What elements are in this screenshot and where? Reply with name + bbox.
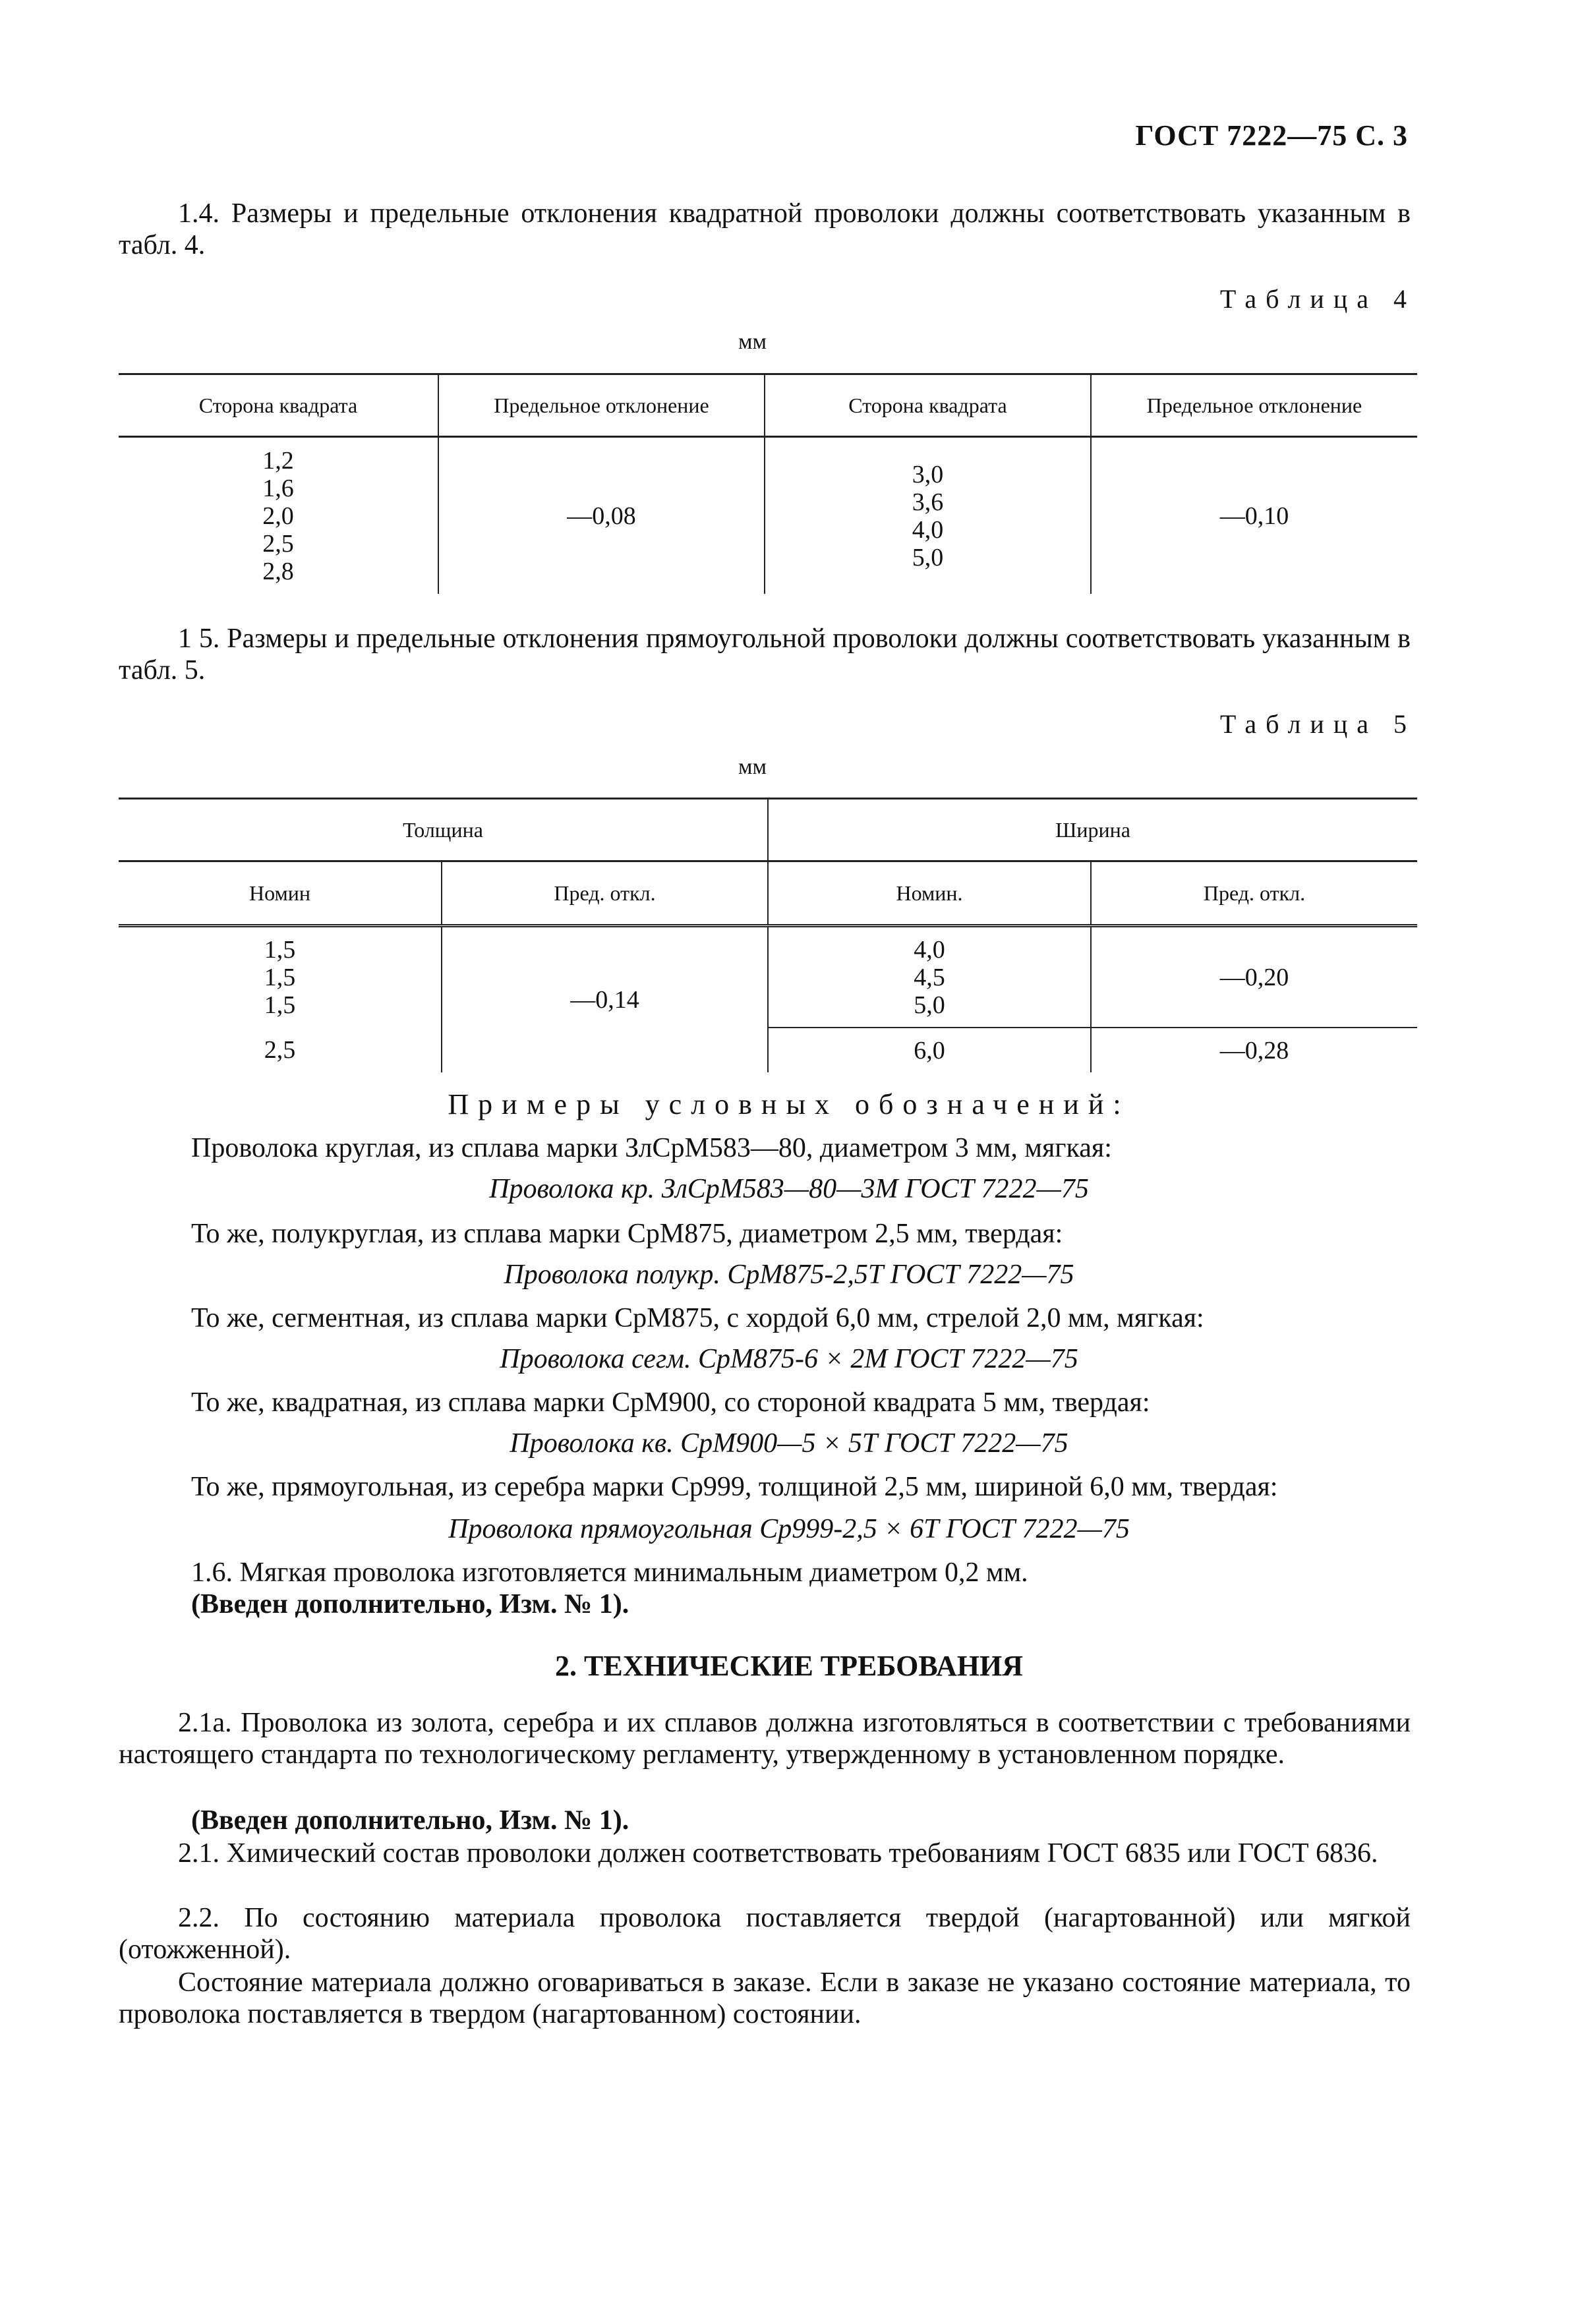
paragraph-1-5: 1 5. Размеры и предельные отклонения прямоугольной проволоки должны соответствовать указанным в табл. 5.: [119, 624, 1411, 685]
table-5-row: [119, 1028, 1417, 1072]
paragraph-2-1: 2.1. Химический состав проволоки должен соответствовать требованиям ГОСТ 6835 или ГОСТ 6836.: [178, 1838, 1378, 1869]
example-text: То же, квадратная, из сплава марки СрМ900, со стороной квадрата 5 мм, твердая:: [191, 1387, 1150, 1418]
table-4-units: мм: [738, 330, 767, 354]
example-code: Проволока кв. СрМ900—5 × 5Т ГОСТ 7222—75: [510, 1428, 1068, 1459]
example-text: То же, прямоугольная, из серебра марки Ср999, толщиной 2,5 мм, шириной 6,0 мм, твердая:: [191, 1472, 1278, 1502]
table-5-cell: 1,5 1,5 1,5: [264, 936, 296, 1019]
table-4-header: Сторона квадрата: [765, 374, 1091, 437]
paragraph-2-2: 2.2. По состоянию материала проволока поставляется твердой (нагартованной) или мягкой (отожженной).: [119, 1903, 1411, 1965]
example-code: Проволока прямоугольная Ср999-2,5 × 6Т ГОСТ 7222—75: [448, 1514, 1130, 1544]
table-5-header: Номин: [119, 861, 442, 926]
table-5-cell: —0,28: [1091, 1028, 1417, 1072]
table-4-header: Предельное отклонение: [1091, 374, 1417, 437]
table-5-cell: 4,0 4,5 5,0: [768, 926, 1091, 1028]
table-5-header: Номин.: [768, 861, 1091, 926]
table-4-row: [119, 437, 1417, 595]
example-code: Проволока полукр. СрМ875-2,5Т ГОСТ 7222—75: [504, 1260, 1074, 1290]
table-5-header: Пред. откл.: [1091, 861, 1417, 926]
table-5-cell: 6,0: [768, 1028, 1091, 1072]
example-code: Проволока кр. ЗлСрМ583—80—3М ГОСТ 7222—75: [489, 1174, 1089, 1204]
table-4-caption: Таблица 4: [1219, 284, 1416, 314]
table-5-units: мм: [738, 755, 767, 779]
table-4-header: Сторона квадрата: [119, 374, 438, 437]
amendment-note: (Введен дополнительно, Изм. № 1).: [191, 1805, 629, 1836]
page-header: ГОСТ 7222—75 С. 3: [1135, 119, 1408, 152]
table-5: [119, 798, 1417, 1072]
paragraph-1-4: 1.4. Размеры и предельные отклонения квадратной проволоки должны соответствовать указанным в табл. 4.: [119, 198, 1411, 260]
table-4-header-row: [119, 374, 1417, 437]
example-text: То же, сегментная, из сплава марки СрМ875, с хордой 6,0 мм, стрелой 2,0 мм, мягкая:: [191, 1303, 1204, 1333]
amendment-note: (Введен дополнительно, Изм. № 1).: [191, 1589, 629, 1619]
table-5-cell: 2,5: [264, 1036, 296, 1064]
table-4-cell: 1,2 1,6 2,0 2,5 2,8: [262, 446, 294, 585]
paragraph-2-1a: 2.1а. Проволока из золота, серебра и их сплавов должна изготовляться в соответствии с требованиями настоящего стандарта по технологическому регламенту, утвержденному в установленном порядке.: [119, 1708, 1411, 1770]
paragraph-2-2-continued: Состояние материала должно оговариваться в заказе. Если в заказе не указано состояние материала, то проволока поставляется в твердом (нагартованном) состоянии.: [119, 1967, 1411, 2029]
example-text: Проволока круглая, из сплава марки ЗлСрМ583—80, диаметром 3 мм, мягкая:: [191, 1133, 1112, 1163]
table-4-header: Предельное отклонение: [438, 374, 765, 437]
examples-title: Примеры условных обозначений:: [448, 1088, 1130, 1120]
example-code: Проволока сегм. СрМ875-6 × 2М ГОСТ 7222—75: [500, 1344, 1078, 1374]
table-5-group-header-row: [119, 799, 1417, 861]
table-5-group-header: Ширина: [768, 799, 1417, 861]
table-4-cell: —0,08: [438, 437, 765, 595]
table-5-cell: —0,14: [442, 926, 768, 1073]
table-5-header-row: [119, 861, 1417, 926]
table-5-caption: Таблица 5: [1219, 709, 1416, 739]
table-5-cell: —0,20: [1091, 926, 1417, 1028]
section-heading: 2. ТЕХНИЧЕСКИЕ ТРЕБОВАНИЯ: [555, 1650, 1023, 1682]
table-5-group-header: Толщина: [119, 799, 768, 861]
table-4-cell: 3,0 3,6 4,0 5,0: [765, 437, 1091, 595]
example-text: То же, полукруглая, из сплава марки СрМ875, диаметром 2,5 мм, твердая:: [191, 1219, 1063, 1249]
table-5-header: Пред. откл.: [442, 861, 768, 926]
table-5-row: [119, 926, 1417, 1028]
table-4: [119, 373, 1417, 594]
paragraph-1-6: 1.6. Мягкая проволока изготовляется минимальным диаметром 0,2 мм.: [191, 1557, 1028, 1588]
table-4-cell: —0,10: [1091, 437, 1417, 595]
